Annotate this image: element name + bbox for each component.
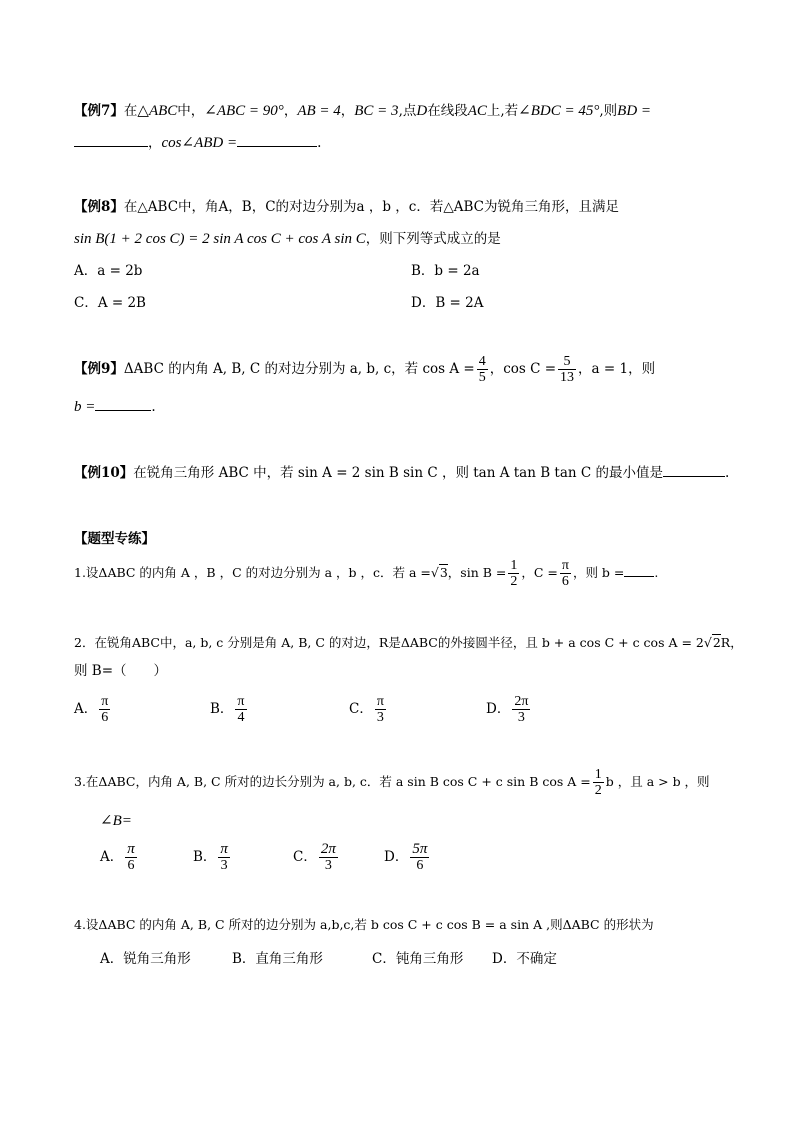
- frac-den: 13: [560, 370, 575, 385]
- ex8-option-d[interactable]: D．B = 2A: [411, 295, 484, 311]
- fraction-cos-c: [558, 354, 576, 385]
- q1-sqrt: 3: [439, 565, 448, 580]
- option-label: C．: [293, 849, 317, 865]
- ex7-text: 在: [123, 103, 138, 119]
- ex10-end: .: [725, 465, 730, 481]
- q3-option-c[interactable]: [293, 838, 340, 876]
- frac-num: π: [220, 841, 228, 857]
- option-label: A．: [74, 701, 98, 717]
- ex10-text: 在锐角三角形 ABC 中，若 sin A = 2 sin B sin C ，则 tan A tan B tan C 的最小值是: [133, 465, 664, 481]
- q2-option-a[interactable]: [74, 690, 112, 728]
- sqrt-symbol: √: [430, 565, 439, 580]
- question-3-line-2: ∠B=: [100, 813, 132, 829]
- frac-den: 2: [594, 783, 602, 798]
- ex9-end: .: [151, 399, 156, 415]
- answer-blank[interactable]: [663, 464, 725, 477]
- frac-den: 6: [101, 710, 109, 725]
- q3-option-d[interactable]: [384, 838, 431, 876]
- question-2-line-2: 则 B=（ ）: [74, 663, 168, 679]
- option-label: A．: [100, 849, 124, 865]
- ex8-option-c[interactable]: C．A = 2B: [74, 295, 146, 311]
- q1-text: ，C =: [521, 565, 558, 580]
- fraction-c: [560, 558, 571, 589]
- ex7-ac: AC: [467, 103, 487, 119]
- option-fraction: [512, 694, 530, 725]
- question-3-line-1: [74, 764, 710, 800]
- frac-den: 6: [416, 858, 424, 873]
- example-9-line-1: [74, 352, 655, 386]
- q3-option-a[interactable]: [100, 838, 139, 876]
- q4-option-d[interactable]: D．不确定: [492, 951, 557, 967]
- option-fraction: [218, 842, 230, 873]
- q2-option-d[interactable]: [486, 690, 532, 728]
- option-fraction: [125, 842, 137, 873]
- answer-blank[interactable]: [74, 134, 148, 147]
- frac-num: 5π: [412, 841, 428, 857]
- frac-den: 6: [561, 574, 569, 589]
- frac-den: 5: [478, 370, 486, 385]
- fraction-sin-b: [508, 558, 519, 589]
- ex9-text: ΔABC 的内角 A, B, C 的对边分别为 a, b, c，若 cos A =: [123, 361, 475, 377]
- option-fraction: [99, 694, 110, 725]
- question-1: [74, 556, 658, 590]
- section-title: 【题型专练】: [74, 531, 155, 547]
- sqrt-symbol: √: [703, 635, 712, 650]
- frac-num: 2π: [320, 841, 336, 857]
- q2-option-b[interactable]: [210, 690, 249, 728]
- frac-den: 3: [517, 710, 525, 725]
- ex8-option-a[interactable]: A．a = 2b: [74, 263, 143, 279]
- q1-end: .: [654, 565, 659, 580]
- frac-num: π: [237, 694, 245, 709]
- q3-text: 3.在ΔABC，内角 A, B, C 所对的边长分别为 a, b, c．若 a sin B cos C + c sin B cos A =: [74, 774, 591, 789]
- q3-option-b[interactable]: [193, 838, 232, 876]
- ex7-text: ,则: [599, 103, 618, 119]
- answer-blank[interactable]: [237, 134, 317, 147]
- frac-num: π: [376, 694, 384, 709]
- option-fraction: [375, 694, 386, 725]
- frac-num: 2π: [514, 694, 529, 709]
- example-7-line-2: [74, 134, 321, 152]
- example-8-line-2: [74, 230, 501, 248]
- example-8-label: 【例8】: [74, 199, 124, 215]
- option-label: D．: [486, 701, 511, 717]
- frac-num: π: [127, 841, 135, 857]
- ex7-text: ,点: [398, 103, 417, 119]
- ex7-end: .: [317, 135, 322, 151]
- fraction-half: [593, 767, 604, 798]
- frac-den: 3: [324, 858, 332, 873]
- ex7-point-d: D: [416, 103, 428, 119]
- q4-option-c[interactable]: C．钝角三角形: [372, 951, 464, 967]
- ex7-angle-abc: ∠ABC = 90°: [204, 103, 284, 119]
- option-fraction: [235, 694, 246, 725]
- ex8-equation: sin B(1 + 2 cos C) = 2 sin A cos C + cos A sin C: [74, 231, 366, 247]
- ex7-sep: ，: [148, 135, 162, 151]
- frac-num: 1: [594, 767, 602, 782]
- option-label: B．: [193, 849, 217, 865]
- example-7-label: 【例7】: [74, 103, 124, 119]
- frac-num: 4: [478, 354, 486, 369]
- ex8-option-b[interactable]: B．b = 2a: [411, 263, 480, 279]
- q4-option-b[interactable]: B．直角三角形: [232, 951, 323, 967]
- frac-den: 3: [220, 858, 228, 873]
- ex7-text: 在线段: [427, 103, 468, 119]
- ex8-text: ，则下列等式成立的是: [365, 231, 501, 247]
- ex7-text: 中，: [177, 103, 205, 119]
- option-fraction: [319, 842, 338, 873]
- option-label: C．: [349, 701, 373, 717]
- ex9-text: ，a = 1，则: [578, 361, 656, 377]
- q1-text: ，则 b =: [572, 565, 625, 580]
- answer-blank[interactable]: [95, 398, 151, 411]
- answer-blank[interactable]: [624, 564, 654, 577]
- example-10-label: 【例10】: [74, 465, 134, 481]
- q1-text: 1.设ΔABC 的内角 A ，B ，C 的对边分别为 a ，b ，c．若 a =: [74, 565, 431, 580]
- frac-den: 6: [127, 858, 135, 873]
- ex7-text: 上,若: [486, 103, 519, 119]
- ex7-cos-abd: cos∠ABD =: [161, 135, 238, 151]
- frac-num: 1: [510, 558, 518, 573]
- ex9-b: b =: [74, 399, 96, 415]
- q2-text: 2．在锐角ABC中，a, b, c 分别是角 A, B, C 的对边，R是ΔABC的外接圆半径，且 b + a cos C + c cos A = 2: [74, 635, 704, 650]
- fraction-cos-a: [477, 354, 488, 385]
- option-fraction: [410, 842, 429, 873]
- example-8-line-1: [74, 198, 619, 216]
- ex7-sep: ，: [283, 103, 298, 119]
- frac-den: 3: [376, 710, 384, 725]
- option-label: B．: [210, 701, 234, 717]
- frac-den: 4: [237, 710, 245, 725]
- example-7-line-1: [74, 102, 651, 120]
- ex7-triangle: △ABC: [137, 103, 178, 119]
- question-4-line: 4.设ΔABC 的内角 A, B, C 所对的边分别为 a,b,c,若 b cos C + c cos B = a sin A ,则ΔABC 的形状为: [74, 917, 654, 932]
- q2-option-c[interactable]: [349, 690, 388, 728]
- option-label: D．: [384, 849, 409, 865]
- ex7-bd: BD =: [617, 103, 652, 119]
- q2-text: R，: [720, 635, 743, 650]
- question-2-line-1: [74, 634, 743, 652]
- frac-num: π: [101, 694, 109, 709]
- frac-num: π: [561, 558, 569, 573]
- q4-option-a[interactable]: A．锐角三角形: [100, 951, 191, 967]
- ex7-sep: ，: [340, 103, 355, 119]
- example-10-line: [74, 464, 729, 482]
- q2-sqrt: 2: [712, 635, 721, 650]
- frac-den: 2: [510, 574, 518, 589]
- example-9-line-2: [74, 398, 156, 416]
- frac-num: 5: [558, 354, 576, 370]
- q1-text: ，sin B =: [447, 565, 507, 580]
- example-9-label: 【例9】: [74, 361, 124, 377]
- ex9-text: ，cos C =: [489, 361, 557, 377]
- ex7-ab: AB = 4: [297, 103, 341, 119]
- ex8-text: 在△ABC中，角A，B，C的对边分别为a ，b ，c．若△ABC为锐角三角形，且满足: [123, 199, 620, 215]
- ex7-bc: BC = 3: [354, 103, 399, 119]
- q3-text: b ，且 a > b ，则: [605, 774, 710, 789]
- ex7-angle-bdc: ∠BDC = 45°: [518, 103, 600, 119]
